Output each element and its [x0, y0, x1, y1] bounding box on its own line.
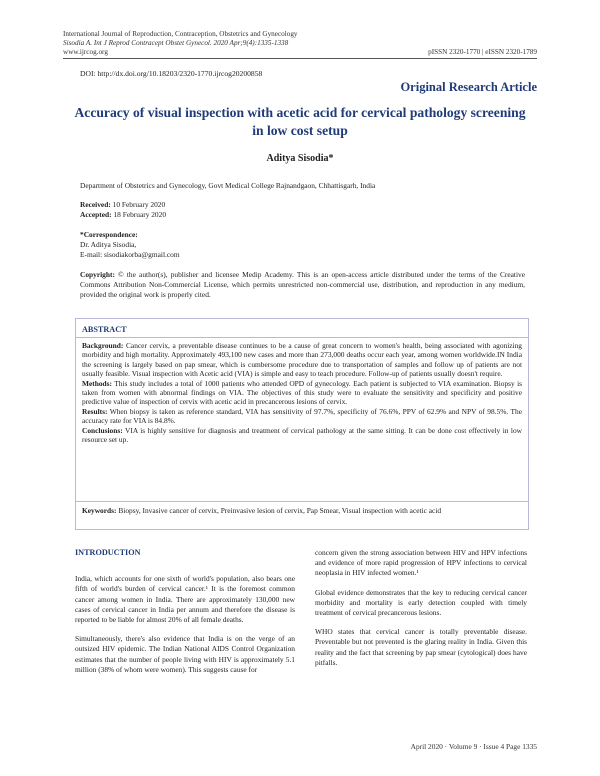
journal-url[interactable]: www.ijrcog.org	[63, 48, 108, 56]
copyright-label: Copyright:	[80, 270, 115, 279]
paragraph: WHO states that cervical cancer is totally preventable disease. Preventable but not prevented is the glaring reality in India. Given this reality and the fact that screening by pap smear (cytological) does have pitfalls.	[315, 627, 527, 667]
abstract-background	[82, 341, 522, 379]
abstract-box	[75, 318, 529, 530]
correspondence	[80, 230, 180, 260]
affiliation: Department of Obstetrics and Gynecology, Govt Medical College Rajnandgaon, Chhattisgarh, India	[80, 181, 376, 190]
results-label: Results:	[82, 406, 108, 416]
conclusions-label: Conclusions:	[82, 425, 123, 435]
methods-text: This study includes a total of 1000 patients who attended OPD of gynecology. Each patient is subjected to VIA examination. Biopsy is taken from women with abnormal findings on VIA. The objectives of this study were to evaluate the sensitivity and specificity and positive predictive value of inspection of cervix with acetic acid in precancerous lesions of cervix.	[82, 378, 523, 407]
abstract-conclusions	[82, 426, 522, 445]
correspondence-email[interactable]: E-mail: sisodiakorba@gmail.com	[80, 250, 180, 259]
paragraph: Simultaneously, there's also evidence that India is on the verge of an outsized HIV epidemic. The Indian National AIDS Control Organization estimates that the number of people living with HIV is approximately 5.1 million (38% of whom were women). This suggests cause for	[75, 634, 295, 674]
page-footer: April 2020 · Volume 9 · Issue 4 Page 1335	[410, 742, 537, 751]
results-text: When biopsy is taken as reference standard, VIA has sensitivity of 97.7%, specificity of 76.6%, PPV of 62.9% and NPV of 98.5%. The accuracy rate for VIA is 84.8%.	[82, 406, 522, 426]
body-column-right	[315, 548, 527, 677]
correspondence-label: *Correspondence:	[80, 230, 138, 239]
dates	[80, 200, 166, 220]
keywords-text: Biopsy, Invasive cancer of cervix, Preinvasive lesion of cervix, Pap Smear, Visual inspection with acetic acid	[118, 506, 442, 515]
keywords-label: Keywords:	[82, 506, 117, 515]
abstract-results	[82, 407, 522, 426]
received-date: 10 February 2020	[112, 200, 166, 209]
body-column-left	[75, 548, 295, 684]
paragraph: India, which accounts for one sixth of world's population, also bears one fifth of world's burden of cervical cancer.¹ It is the foremost common cancer among women in India. There are approximately 130,000 new cases of cervical cancer in India per annum and therefore the disease is reported to be liable for almost 20% of all female deaths.	[75, 574, 295, 625]
keywords-divider	[76, 501, 528, 502]
article-title: Accuracy of visual inspection with acetic acid for cervical pathology screening in low cost setup	[74, 105, 526, 138]
journal-name: International Journal of Reproduction, Contraception, Obstetrics and Gynecology	[63, 30, 298, 38]
copyright	[80, 270, 525, 300]
background-label: Background:	[82, 341, 124, 350]
article-type: Original Research Article	[400, 80, 537, 94]
abstract-body	[82, 341, 522, 444]
paragraph: concern given the strong association between HIV and HPV infections and evidence of more rapid progression of HPV infections to cervical neoplasia in HIV infected women.¹	[315, 548, 527, 578]
abstract-divider	[76, 337, 528, 338]
accepted-label: Accepted:	[80, 210, 112, 219]
abstract-heading: ABSTRACT	[82, 325, 127, 334]
paragraph: Global evidence demonstrates that the key to reducing cervical cancer morbidity and mortality is early detection coupled with timely treatment of cervical precancerous lesions.	[315, 587, 527, 618]
introduction-heading: INTRODUCTION	[75, 548, 141, 557]
header-rule	[63, 58, 537, 59]
citation: Sisodia A. Int J Reprod Contracept Obstet Gynecol. 2020 Apr;9(4):1335-1338	[63, 39, 289, 47]
background-text: Cancer cervix, a preventable disease continues to be a cause of great concern to women's health, being associated with agonizing morbidity and high mortality. Approximately 493,100 new cases and more than 273,000 deaths occur each year, among women worldwide.IN India the screening is largely based on pap smear, which is cumbersome procedure due to transportation of samples and follow up of patients are not usually feasible. Visual inspection with Acetic acid (VIA) is simple and easy to teach procedure. Follow-up of patients usually doesn't require.	[82, 341, 522, 379]
doi-link[interactable]: DOI: http://dx.doi.org/10.18203/2320-1770.ijrcog20200858	[80, 69, 263, 78]
methods-label: Methods:	[82, 378, 112, 388]
author: Aditya Sisodia*	[266, 153, 334, 164]
conclusions-text: VIA is highly sensitive for diagnosis and treatment of cervical pathology at the same sitting. It can be done cost effectively in low resource set up.	[82, 425, 523, 445]
correspondence-name: Dr. Aditya Sisodia,	[80, 240, 137, 249]
abstract-methods	[82, 379, 522, 407]
issn: pISSN 2320-1770 | eISSN 2320-1789	[428, 48, 537, 56]
accepted-date: 18 February 2020	[113, 210, 167, 219]
copyright-text: © the author(s), publisher and licensee Medip Academy. This is an open-access article distributed under the terms of the Creative Commons Attribution Non-Commercial License, which permits unrestricted non-commercial use, distribution, and reproduction in any medium, provided the original work is properly cited.	[80, 270, 525, 299]
received-label: Received:	[80, 200, 111, 209]
keywords	[82, 506, 522, 515]
